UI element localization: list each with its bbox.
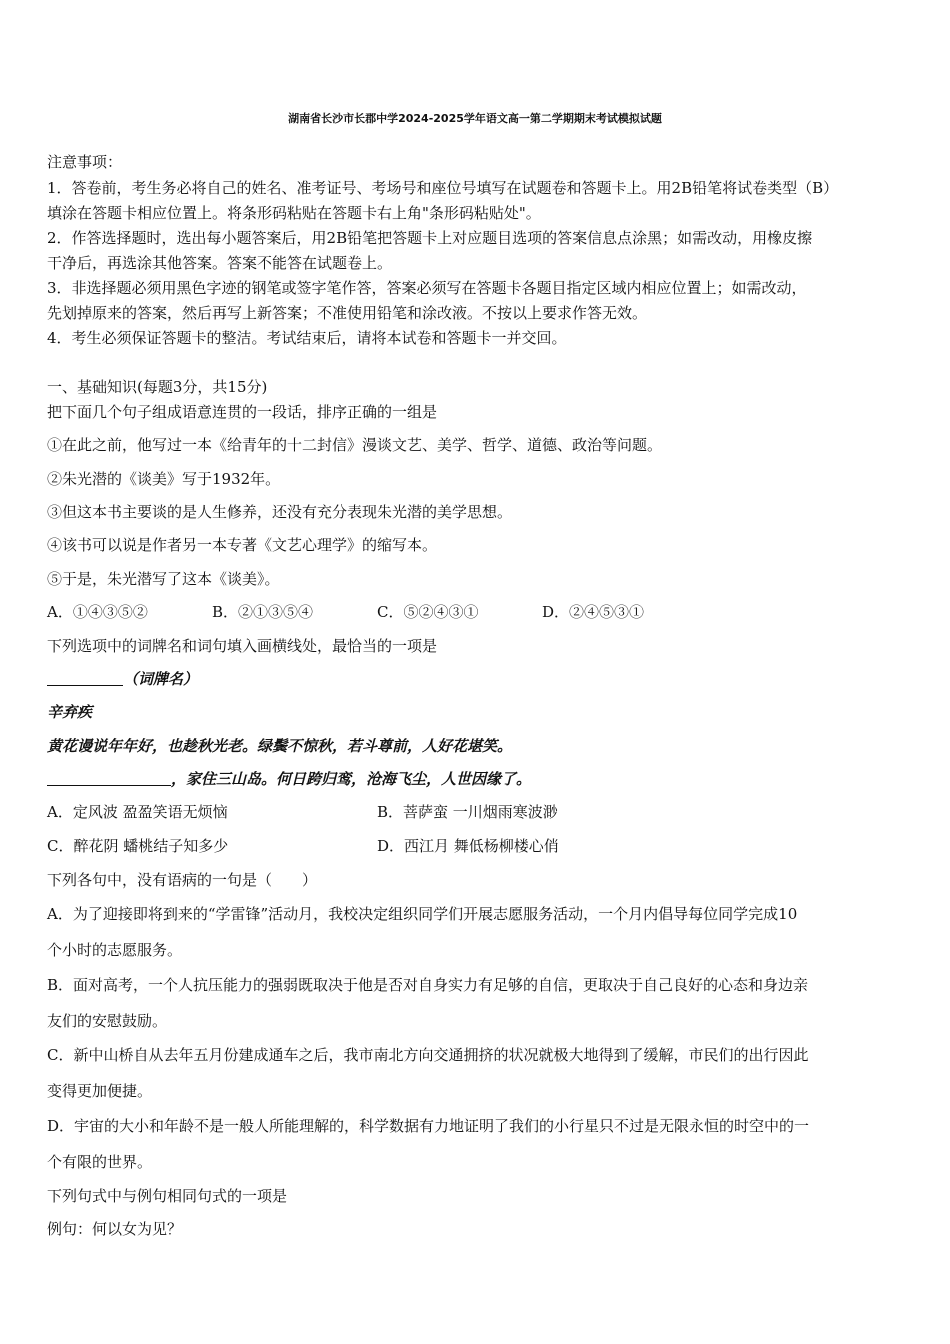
- notice-line: 干净后，再选涂其他答案。答案不能答在试题卷上。: [47, 254, 393, 272]
- q2-title-line: [47, 669, 198, 689]
- q2-author: 辛弃疾: [47, 703, 93, 721]
- q3-stem: 下列各句中，没有语病的一句是（ ）: [47, 871, 318, 889]
- q1-sentence: ③但这本书主要谈的是人生修养，还没有充分表现朱光潜的美学思想。: [47, 503, 513, 521]
- q2-option-a: A．定风波 盈盈笑语无烦恼: [47, 803, 228, 821]
- q1-stem: 把下面几个句子组成语意连贯的一段话，排序正确的一组是: [47, 403, 438, 421]
- q1-sentence: ①在此之前，他写过一本《给青年的十二封信》漫谈文艺、美学、哲学、道德、政治等问题。: [47, 436, 663, 454]
- q3-line: A．为了迎接即将到来的“学雷锋”活动月，我校决定组织同学们开展志愿服务活动，一个月内倡导每位同学完成10: [47, 905, 798, 923]
- q3-line: D．宇宙的大小和年龄不是一般人所能理解的，科学数据有力地证明了我们的小行星只不过是无限永恒的时空中的一: [47, 1117, 810, 1135]
- notice-line: 先划掉原来的答案，然后再写上新答案；不准使用铅笔和涂改液。不按以上要求作答无效。: [47, 304, 648, 322]
- q3-line: 个小时的志愿服务。: [47, 941, 183, 959]
- page-title: 湖南省长沙市长郡中学2024-2025学年语文高一第二学期期末考试模拟试题: [288, 112, 662, 125]
- q2-option-c: C．醉花阴 蟠桃结子知多少: [47, 837, 229, 855]
- q1-sentence: ②朱光潜的《谈美》写于1932年。: [47, 470, 281, 488]
- notice-line: 2．作答选择题时，选出每小题答案后，用2B铅笔把答题卡上对应题目选项的答案信息点涂黑；如需改动，用橡皮擦: [47, 229, 813, 247]
- section-heading: 一、基础知识(每题3分，共15分): [47, 378, 268, 396]
- q2-option-d: D．西江月 舞低杨柳楼心俏: [377, 837, 559, 855]
- q1-option-a: A．①④③⑤②: [47, 603, 148, 621]
- notice-line: 4．考生必须保证答题卡的整洁。考试结束后，请将本试卷和答题卡一并交回。: [47, 329, 567, 347]
- q2-stem: 下列选项中的词牌名和词句填入画横线处，最恰当的一项是: [47, 637, 438, 655]
- q3-line: B．面对高考，一个人抗压能力的强弱既取决于他是否对自身实力有足够的自信，更取决于自己良好的心态和身边亲: [47, 976, 809, 994]
- q1-option-c: C．⑤②④③①: [377, 603, 479, 621]
- q3-line: C．新中山桥自从去年五月份建成通车之后，我市南北方向交通拥挤的状况就极大地得到了缓解，市民们的出行因此: [47, 1046, 809, 1064]
- q2-line2-suffix: ，家住三山岛。何日跨归鸾，沧海飞尘，人世因缘了。: [171, 770, 532, 788]
- q1-sentence: ④该书可以说是作者另一本专著《文艺心理学》的缩写本。: [47, 536, 438, 554]
- q4-example: 例句：何以女为见？: [47, 1220, 183, 1238]
- q1-option-b: B．②①③⑤④: [212, 603, 314, 621]
- q2-option-b: B．菩萨蛮 一川烟雨寒波渺: [377, 803, 558, 821]
- fill-blank: [47, 671, 123, 686]
- q2-poem-line-2: [47, 769, 531, 789]
- notice-line: 填涂在答题卡相应位置上。将条形码粘贴在答题卡右上角"条形码粘贴处"。: [47, 204, 541, 222]
- q1-option-d: D．②④⑤③①: [542, 603, 645, 621]
- fill-blank: [47, 771, 171, 786]
- q3-line: 个有限的世界。: [47, 1153, 153, 1171]
- notice-line: 3．非选择题必须用黑色字迹的钢笔或签字笔作答，答案必须写在答题卡各题目指定区域内相应位置上；如需改动，: [47, 279, 807, 297]
- q4-stem: 下列句式中与例句相同句式的一项是: [47, 1187, 288, 1205]
- q2-poem-line: 黄花谩说年年好，也趁秋光老。绿鬓不惊秋，若斗尊前，人好花堪笑。: [47, 737, 513, 755]
- q3-line: 友们的安慰鼓励。: [47, 1012, 168, 1030]
- notice-heading: 注意事项：: [47, 153, 123, 171]
- notice-line: 1．答卷前，考生务必将自己的姓名、准考证号、考场号和座位号填写在试题卷和答题卡上。用2B铅笔将试卷类型（B）: [47, 179, 839, 197]
- q1-sentence: ⑤于是，朱光潜写了这本《谈美》。: [47, 570, 280, 588]
- q2-label-suffix: （词牌名）: [123, 670, 199, 688]
- q3-line: 变得更加便捷。: [47, 1082, 153, 1100]
